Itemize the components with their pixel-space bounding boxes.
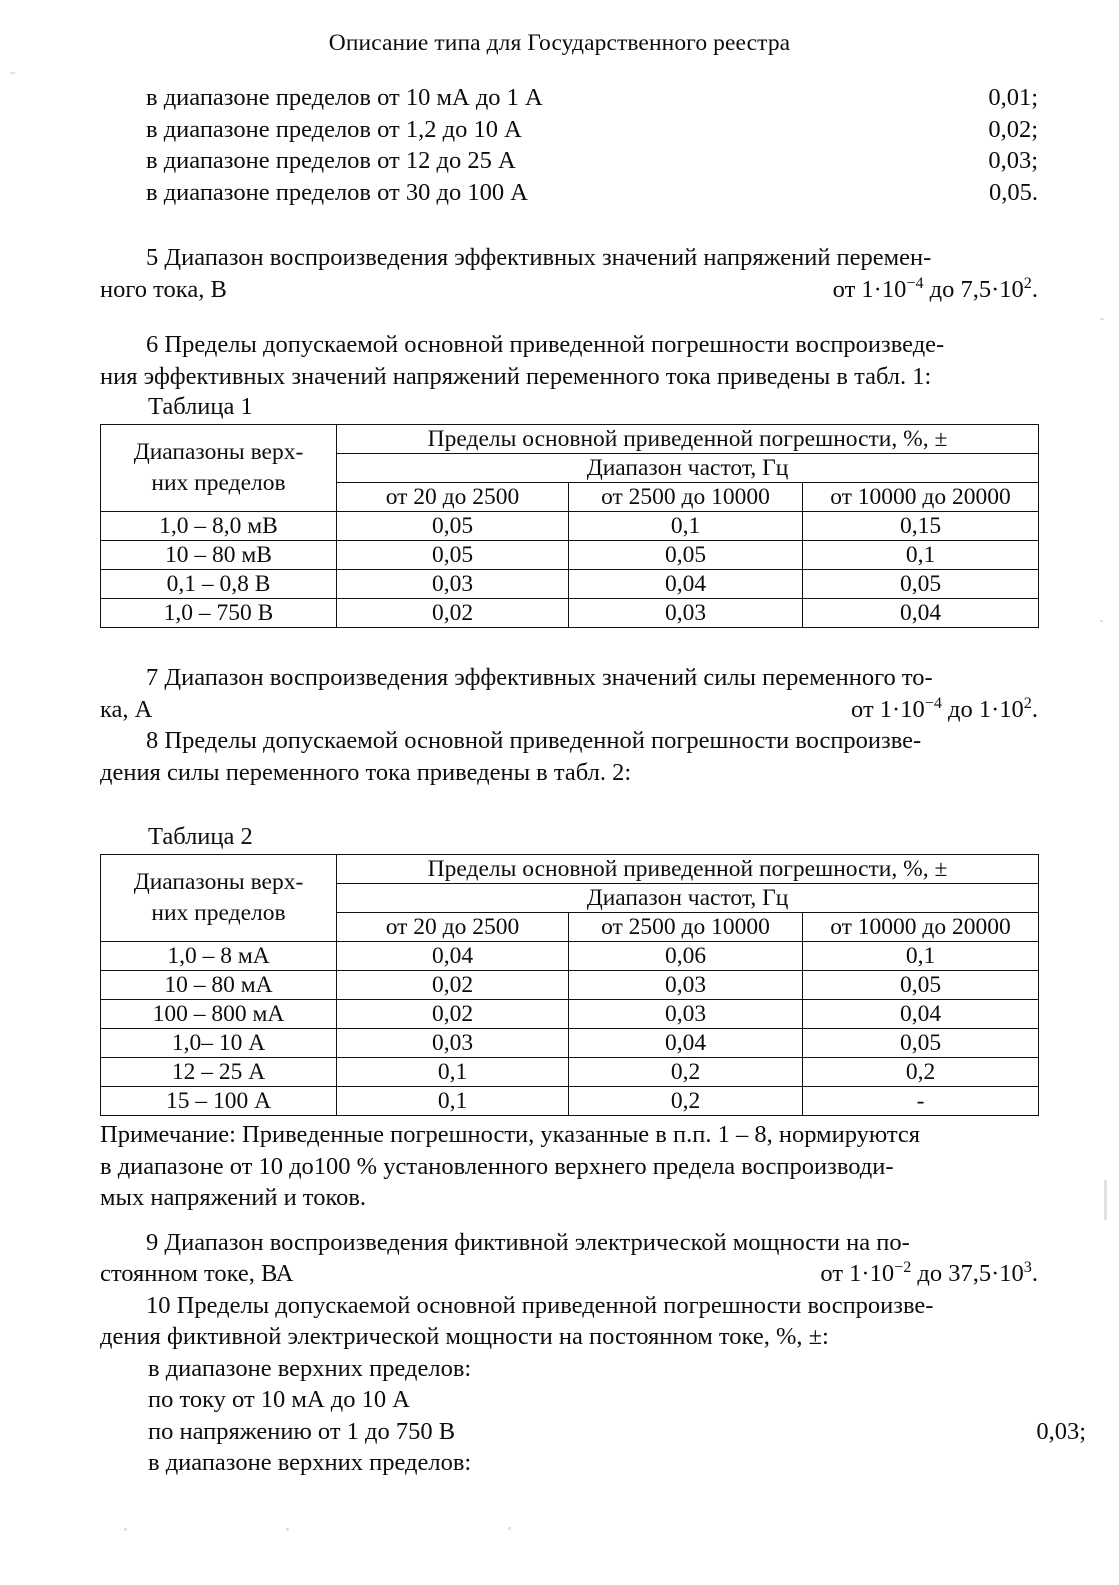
table-row <box>101 541 1039 570</box>
item10-sub-line-1: в диапазоне верхних пределов: <box>148 1354 472 1382</box>
table1-row-range: 1,0 – 750 В <box>101 599 337 628</box>
tolerance-label: в диапазоне пределов от 1,2 до 10 А <box>146 115 522 143</box>
table-row <box>101 1029 1039 1058</box>
item5-line2 <box>100 274 1038 306</box>
value-prefix: от 1·10 <box>851 695 925 723</box>
item9-line1: 9 Диапазон воспроизведения фиктивной электрической мощности на по- <box>146 1228 910 1256</box>
scan-speck <box>286 1528 289 1531</box>
table2-freq-col-3: от 10000 до 20000 <box>803 913 1039 942</box>
table1-cell: 0,04 <box>569 570 803 599</box>
table2-cell: 0,1 <box>337 1058 569 1087</box>
table2-cell: - <box>803 1087 1039 1116</box>
value-mid: до 7,5·10 <box>923 275 1024 303</box>
table-header-row <box>101 855 1039 884</box>
value-exponent-2: 2 <box>1023 274 1032 292</box>
tolerance-value: 0,05. <box>989 178 1038 206</box>
table2-cell: 0,2 <box>569 1087 803 1116</box>
table1-freq-header: Диапазон частот, Гц <box>337 454 1039 483</box>
table1-cell: 0,15 <box>803 512 1039 541</box>
table2-cell: 0,03 <box>569 971 803 1000</box>
table-row <box>101 599 1039 628</box>
item5-value <box>833 274 1038 306</box>
table1-cell: 0,02 <box>337 599 569 628</box>
table1-caption: Таблица 1 <box>148 393 253 420</box>
item9-line2 <box>100 1258 1038 1290</box>
value-prefix: от 1·10 <box>820 1260 895 1287</box>
table-row <box>101 1087 1039 1116</box>
value-suffix: . <box>1031 695 1038 723</box>
table1-row-range: 10 – 80 мВ <box>101 541 337 570</box>
table2-cell: 0,1 <box>803 942 1039 971</box>
item9-label: стоянном токе, ВА <box>100 1260 294 1287</box>
table1-cell: 0,03 <box>569 599 803 628</box>
table2-cell: 0,05 <box>803 971 1039 1000</box>
document-body <box>100 82 1086 1479</box>
col1-header-line2: них пределов <box>151 900 286 926</box>
table1-freq-col-1: от 20 до 2500 <box>337 483 569 512</box>
table1-cell: 0,05 <box>569 541 803 570</box>
table1-freq-col-3: от 10000 до 20000 <box>803 483 1039 512</box>
table1-span-header: Пределы основной приведенной погрешности, %, ± <box>337 425 1039 454</box>
table2-cell: 0,02 <box>337 1000 569 1029</box>
table2-cell: 0,02 <box>337 971 569 1000</box>
table1-cell: 0,05 <box>337 512 569 541</box>
section-item-6 <box>100 329 1038 392</box>
tolerance-value: 0,01; <box>988 84 1038 111</box>
table-1 <box>100 424 1039 628</box>
table2-span-header: Пределы основной приведенной погрешности, %, ± <box>337 855 1039 884</box>
value-mid: до 37,5·10 <box>911 1260 1024 1287</box>
scan-speck <box>1100 620 1103 622</box>
table2-cell: 0,04 <box>569 1029 803 1058</box>
table1-cell: 0,1 <box>569 512 803 541</box>
table2-cell: 0,04 <box>337 942 569 971</box>
item10-sub-line-4: в диапазоне верхних пределов: <box>148 1449 472 1476</box>
scan-speck <box>124 1528 127 1531</box>
value-mid: до 1·10 <box>941 695 1024 723</box>
scan-speck <box>1104 1180 1107 1220</box>
table-2 <box>100 854 1039 1116</box>
value-exponent-2: 3 <box>1023 1258 1032 1276</box>
table-row <box>101 942 1039 971</box>
item5-line1: 5 Диапазон воспроизведения эффективных значений напряжений перемен- <box>146 244 932 271</box>
table2-row-range: 12 – 25 А <box>101 1058 337 1087</box>
table2-freq-col-2: от 2500 до 10000 <box>569 913 803 942</box>
tolerance-label: в диапазоне пределов от 30 до 100 А <box>146 178 528 206</box>
value-exponent-1: −2 <box>894 1258 912 1276</box>
item5-label: ного тока, В <box>100 275 227 303</box>
item10-line1: 10 Пределы допускаемой основной приведенной погрешности воспроизве- <box>146 1291 934 1319</box>
table2-cell: 0,03 <box>337 1029 569 1058</box>
table2-row-range: 1,0– 10 А <box>101 1029 337 1058</box>
table2-caption: Таблица 2 <box>148 823 253 850</box>
table1-cell: 0,1 <box>803 541 1039 570</box>
list-item <box>146 177 1038 209</box>
item8-line2: дения силы переменного тока приведены в табл. 2: <box>100 758 632 786</box>
tolerance-label: в диапазоне пределов от 10 мА до 1 А <box>146 84 543 111</box>
table2-cell: 0,2 <box>803 1058 1039 1087</box>
col1-header-line2: них пределов <box>151 470 286 496</box>
section-item-8 <box>100 725 1038 788</box>
table-header-row <box>101 425 1039 454</box>
item8-line1: 8 Пределы допускаемой основной приведенной погрешности воспроизве- <box>146 727 922 754</box>
table1-cell: 0,05 <box>803 570 1039 599</box>
list-item <box>146 82 1038 114</box>
table2-cell: 0,2 <box>569 1058 803 1087</box>
table-row <box>101 1000 1039 1029</box>
table1-row-range: 0,1 – 0,8 В <box>101 570 337 599</box>
value-exponent-1: −4 <box>924 694 942 712</box>
table-row <box>101 570 1039 599</box>
section-item-5 <box>100 242 1038 305</box>
table2-row-range: 1,0 – 8 мА <box>101 942 337 971</box>
table2-note <box>100 1119 1038 1214</box>
item10-sub-line-3 <box>148 1416 1086 1448</box>
table-row <box>101 512 1039 541</box>
table2-cell: 0,1 <box>337 1087 569 1116</box>
item7-line1: 7 Диапазон воспроизведения эффективных значений силы переменного то- <box>146 664 933 691</box>
table-row <box>101 971 1039 1000</box>
item10-line2: дения фиктивной электрической мощности на постоянном токе, %, ±: <box>100 1323 829 1350</box>
note-line2: в диапазоне от 10 до100 % установленного верхнего предела воспроизводи- <box>100 1152 894 1180</box>
scan-speck <box>1100 318 1104 320</box>
item7-value <box>851 694 1038 726</box>
table1-freq-col-2: от 2500 до 10000 <box>569 483 803 512</box>
item10-sub-line-2: по току от 10 мА до 10 А <box>148 1386 410 1413</box>
value-suffix: . <box>1031 275 1038 303</box>
table1-row-range: 1,0 – 8,0 мВ <box>101 512 337 541</box>
note-line1: Примечание: Приведенные погрешности, указанные в п.п. 1 – 8, нормируются <box>100 1121 921 1148</box>
tolerance-label: в диапазоне пределов от 12 до 25 А <box>146 147 516 174</box>
value-exponent-1: −4 <box>906 274 924 292</box>
list-item <box>146 145 1038 177</box>
item9-value <box>820 1258 1038 1290</box>
item6-line2: ния эффективных значений напряжений переменного тока приведены в табл. 1: <box>100 362 932 390</box>
tolerance-value: 0,02; <box>988 115 1038 143</box>
table2-cell: 0,05 <box>803 1029 1039 1058</box>
table2-freq-col-1: от 20 до 2500 <box>337 913 569 942</box>
table2-row-range: 10 – 80 мА <box>101 971 337 1000</box>
value-prefix: от 1·10 <box>832 275 907 303</box>
value-suffix: . <box>1031 1260 1038 1287</box>
table2-cell: 0,06 <box>569 942 803 971</box>
tolerance-value: 0,03; <box>988 147 1038 174</box>
table2-cell: 0,04 <box>803 1000 1039 1029</box>
scan-speck <box>508 1527 511 1530</box>
value-exponent-2: 2 <box>1023 694 1032 712</box>
table1-cell: 0,03 <box>337 570 569 599</box>
table2-col1-header <box>101 855 337 942</box>
running-head: Описание типа для Государственного реестра <box>328 30 791 56</box>
list-item <box>146 114 1038 146</box>
table2-row-range: 100 – 800 мА <box>101 1000 337 1029</box>
table1-cell: 0,05 <box>337 541 569 570</box>
col1-header-line1: Диапазоны верх- <box>133 869 304 895</box>
section-item-7 <box>100 662 1038 725</box>
table-row <box>101 1058 1039 1087</box>
item7-label: ка, А <box>100 695 153 723</box>
item7-line2 <box>100 694 1038 726</box>
table2-freq-header: Диапазон частот, Гц <box>337 884 1039 913</box>
item6-line1: 6 Пределы допускаемой основной приведенной погрешности воспроизведе- <box>146 331 945 358</box>
section-item-10 <box>100 1290 1086 1479</box>
table1-cell: 0,04 <box>803 599 1039 628</box>
col1-header-line1: Диапазоны верх- <box>133 439 304 465</box>
note-line3: мых напряжений и токов. <box>100 1184 367 1211</box>
section-item-9 <box>100 1227 1038 1290</box>
item10-sub-value: 0,03; <box>1036 1417 1086 1445</box>
tolerance-list <box>146 82 1038 208</box>
item10-sub-label: по напряжению от 1 до 750 В <box>148 1417 456 1445</box>
table2-row-range: 15 – 100 А <box>101 1087 337 1116</box>
scan-speck <box>10 72 15 74</box>
table2-cell: 0,03 <box>569 1000 803 1029</box>
table1-col1-header <box>101 425 337 512</box>
